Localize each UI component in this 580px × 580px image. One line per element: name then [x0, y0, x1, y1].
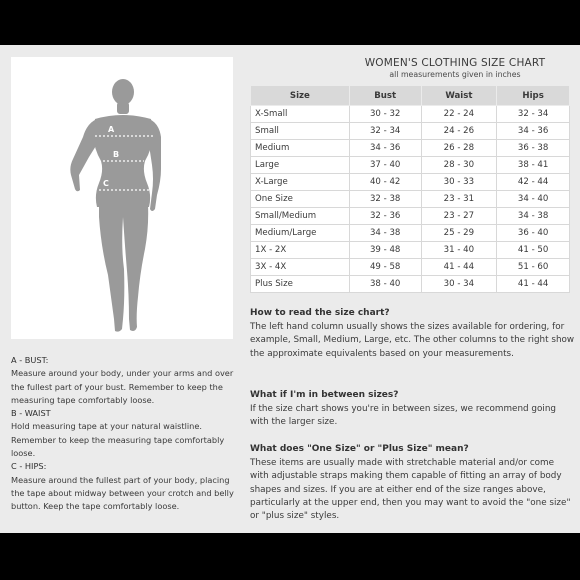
faq-between-sizes	[250, 389, 575, 430]
size-cell: Medium	[251, 140, 350, 157]
bust-definition-text: Measure around your body, under your arms and over the fullest part of your bust. Remember to keep the measuring tape comfortably loose.	[11, 368, 234, 405]
size-table-header-row	[251, 86, 570, 106]
hips-cell: 41 - 50	[497, 242, 570, 259]
faq-question: What if I'm in between sizes?	[250, 390, 399, 400]
chart-title: WOMEN'S CLOTHING SIZE CHART	[364, 57, 546, 69]
hips-marker-label: C	[103, 179, 109, 188]
size-cell: X-Small	[251, 106, 350, 123]
measurement-definitions	[11, 354, 239, 514]
bust-cell: 40 - 42	[349, 174, 421, 191]
waist-cell: 23 - 27	[421, 208, 497, 225]
size-cell: Large	[251, 157, 350, 174]
table-row	[251, 157, 570, 174]
waist-cell: 25 - 29	[421, 225, 497, 242]
size-cell: 1X - 2X	[251, 242, 350, 259]
hips-definition-term: C - HIPS:	[11, 461, 47, 472]
size-table	[250, 85, 570, 293]
bust-cell: 37 - 40	[349, 157, 421, 174]
bust-cell: 34 - 38	[349, 225, 421, 242]
size-cell: One Size	[251, 191, 350, 208]
waist-cell: 28 - 30	[421, 157, 497, 174]
bust-cell: 38 - 40	[349, 276, 421, 293]
waist-column-header: Waist	[421, 86, 497, 106]
table-row	[251, 140, 570, 157]
bust-marker-label: A	[108, 125, 115, 134]
faq-read-chart	[250, 307, 575, 361]
hips-cell: 36 - 40	[497, 225, 570, 242]
hips-cell: 34 - 38	[497, 208, 570, 225]
hips-cell: 51 - 60	[497, 259, 570, 276]
waist-cell: 31 - 40	[421, 242, 497, 259]
faq-question: How to read the size chart?	[250, 308, 390, 318]
table-row	[251, 191, 570, 208]
body-figure-box	[11, 57, 233, 339]
waist-cell: 24 - 26	[421, 123, 497, 140]
waist-cell: 23 - 31	[421, 191, 497, 208]
bust-cell: 39 - 48	[349, 242, 421, 259]
hips-definition-text: Measure around the fullest part of your body, placing the tape about midway between your crotch and belly button. Keep the tape comfortably loose.	[11, 474, 234, 512]
hips-cell: 42 - 44	[497, 174, 570, 191]
table-row	[251, 123, 570, 140]
size-cell: Small/Medium	[251, 208, 350, 225]
faq-answer: The left hand column usually shows the sizes available for ordering, for example, Small, Medium, Large, etc. The other columns to the right show the approximate equivalents based on your measurements.	[250, 322, 575, 359]
chart-subtitle: all measurements given in inches	[389, 70, 521, 79]
hips-cell: 34 - 36	[497, 123, 570, 140]
waist-cell: 30 - 34	[421, 276, 497, 293]
waist-marker-label: B	[113, 150, 120, 159]
size-column-header: Size	[251, 86, 350, 106]
hips-cell: 36 - 38	[497, 140, 570, 157]
size-cell: X-Large	[251, 174, 350, 191]
waist-cell: 30 - 33	[421, 174, 497, 191]
body-silhouette-icon	[11, 57, 233, 339]
bust-cell: 32 - 38	[349, 191, 421, 208]
size-chart-panel	[0, 45, 580, 533]
table-row	[251, 174, 570, 191]
waist-cell: 26 - 28	[421, 140, 497, 157]
bust-cell: 49 - 58	[349, 259, 421, 276]
bust-cell: 30 - 32	[349, 106, 421, 123]
bust-cell: 34 - 36	[349, 140, 421, 157]
bust-definition-term: A - BUST:	[11, 355, 49, 365]
faq-answer: These items are usually made with stretchable material and/or come with adjustable straps making them capable of fitting an array of body shapes and sizes. If you are at either end of the size ranges above, particularly at the upper end, then you may want to avoid the "one size" or "plus size" styles.	[250, 458, 571, 522]
hips-column-header: Hips	[497, 86, 570, 106]
waist-cell: 22 - 24	[421, 106, 497, 123]
faq-one-size-plus-size	[250, 443, 575, 523]
size-cell: Medium/Large	[251, 225, 350, 242]
size-cell: 3X - 4X	[251, 259, 350, 276]
hips-cell: 34 - 40	[497, 191, 570, 208]
hips-cell: 41 - 44	[497, 276, 570, 293]
faq-question: What does "One Size" or "Plus Size" mean?	[250, 444, 469, 454]
table-row	[251, 225, 570, 242]
bust-column-header: Bust	[349, 86, 421, 106]
waist-definition-term: B - WAIST	[11, 408, 51, 419]
size-cell: Small	[251, 123, 350, 140]
table-row	[251, 242, 570, 259]
table-row	[251, 276, 570, 293]
table-row	[251, 208, 570, 225]
bust-cell: 32 - 34	[349, 123, 421, 140]
table-row	[251, 259, 570, 276]
faq-answer: If the size chart shows you're in between sizes, we recommend going with the larger size.	[250, 404, 556, 428]
hips-cell: 38 - 41	[497, 157, 570, 174]
waist-cell: 41 - 44	[421, 259, 497, 276]
hips-cell: 32 - 34	[497, 106, 570, 123]
waist-definition-text: Hold measuring tape at your natural waistline. Remember to keep the measuring tape comfortably loose.	[11, 421, 225, 459]
size-cell: Plus Size	[251, 276, 350, 293]
table-row	[251, 106, 570, 123]
bust-cell: 32 - 36	[349, 208, 421, 225]
